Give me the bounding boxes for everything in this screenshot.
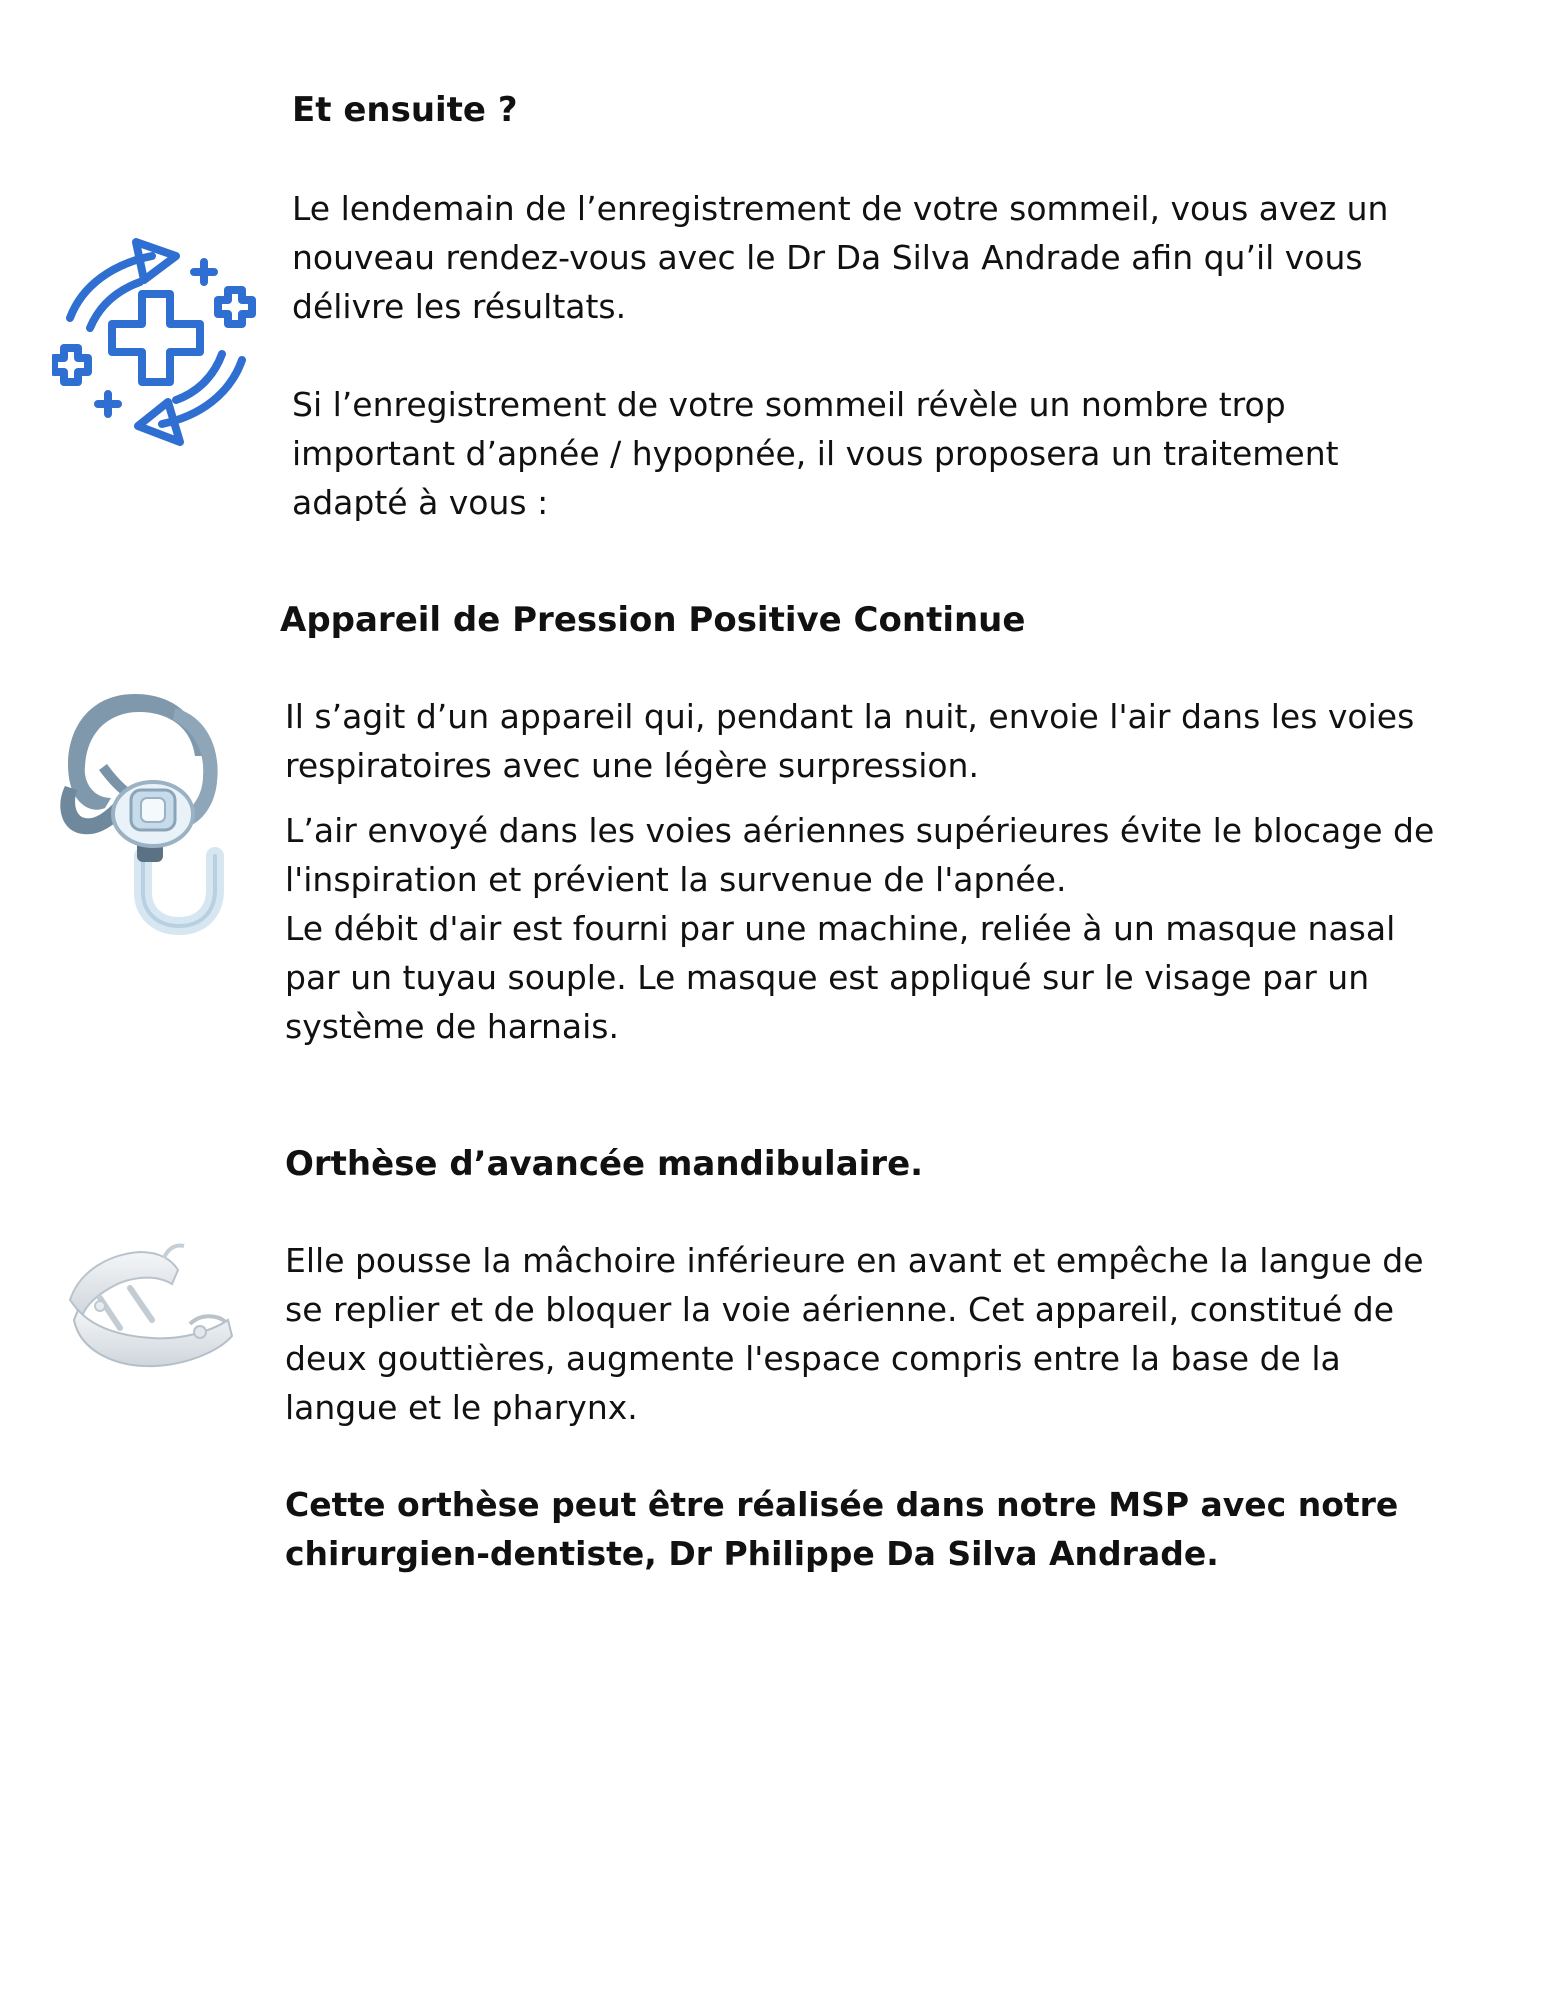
orthosis-note xyxy=(285,1480,1465,1578)
section-cpap xyxy=(280,596,1460,644)
section-title: Et ensuite ? xyxy=(292,90,518,130)
section-mandibular-orthosis xyxy=(285,1140,1465,1188)
orthosis-description-paragraph xyxy=(285,1236,1465,1432)
section-title: Appareil de Pression Positive Continue xyxy=(280,600,1026,640)
results-paragraph xyxy=(292,184,1472,331)
cpap-description-paragraph xyxy=(285,692,1465,790)
paragraph: Elle pousse la mâchoire inférieure en avant et empêche la langue de se replier et de bloquer la voie aérienne. Cet appareil, constitué de deux gouttières, augmente l'espace compris entre la base de la langue et le pharynx. xyxy=(285,1241,1424,1427)
paragraph: Le lendemain de l’enregistrement de votre sommeil, vous avez un nouveau rendez-vous avec le Dr Da Silva Andrade afin qu’il vous délivre les résultats. xyxy=(292,189,1389,326)
medical-cycle-icon xyxy=(52,236,262,446)
note-paragraph: Cette orthèse peut être réalisée dans notre MSP avec notre chirurgien-dentiste, Dr Philippe Da Silva Andrade. xyxy=(285,1485,1399,1573)
cpap-details-paragraph xyxy=(285,806,1465,1051)
mandibular-splint-icon xyxy=(60,1240,240,1380)
section-title: Orthèse d’avancée mandibulaire. xyxy=(285,1144,924,1184)
cpap-mask-icon xyxy=(55,686,235,936)
treatment-paragraph xyxy=(292,380,1472,527)
paragraph: L’air envoyé dans les voies aériennes supérieures évite le blocage de l'inspiration et prévient la survenue de l'apnée. Le débit d'air est fourni par une machine, reliée à un masque nasal par un tuyau souple. Le masque est appliqué sur le visage par un système de harnais. xyxy=(285,811,1435,1046)
section-next-steps xyxy=(292,86,1472,134)
paragraph: Il s’agit d’un appareil qui, pendant la nuit, envoie l'air dans les voies respiratoires avec une légère surpression. xyxy=(285,697,1415,785)
paragraph: Si l’enregistrement de votre sommeil révèle un nombre trop important d’apnée / hypopnée, il vous proposera un traitement adapté à vous : xyxy=(292,385,1339,522)
